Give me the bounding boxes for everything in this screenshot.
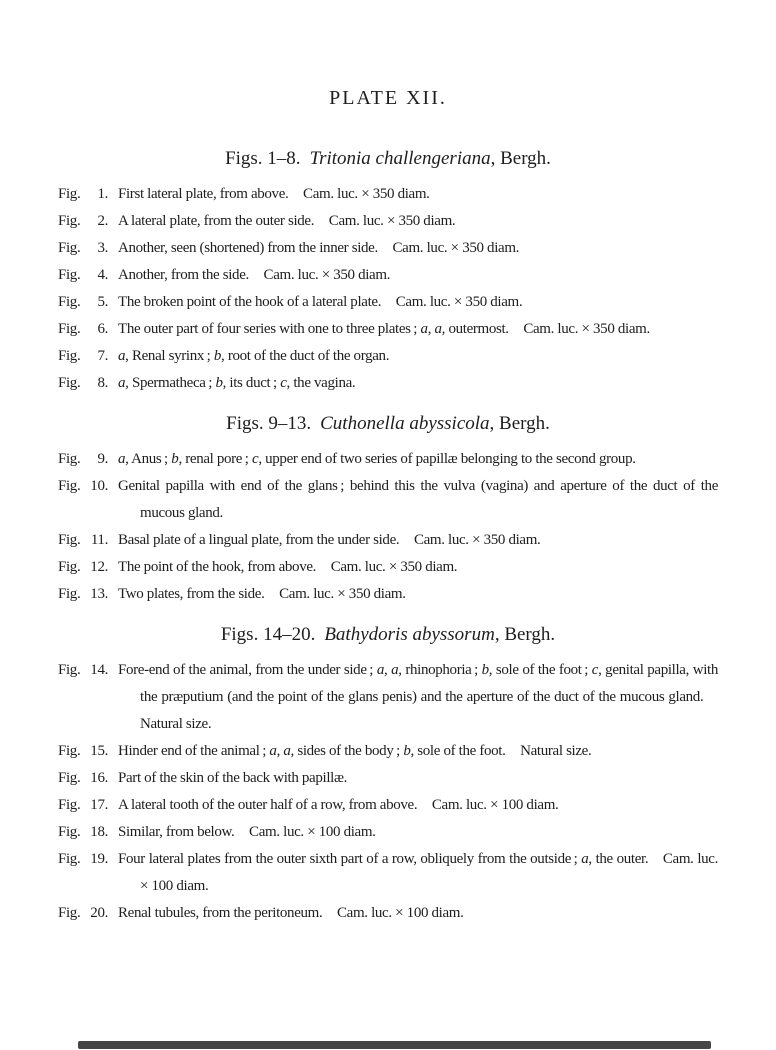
- italic-term: a: [376, 662, 384, 678]
- text-run: Two plates, from the side. Cam. luc. × 350 diam.: [118, 586, 406, 602]
- figure-description: [118, 846, 718, 900]
- text-run: Fore-end of the animal, from the under side ;: [118, 662, 377, 678]
- figure-description: [118, 900, 718, 927]
- figure-entry: [58, 473, 718, 527]
- figure-description: [118, 235, 718, 262]
- text-run: , its duct ;: [222, 375, 281, 391]
- text-run: Renal tubules, from the peritoneum. Cam. luc. × 100 diam.: [118, 905, 464, 921]
- figure-entry: [58, 581, 718, 608]
- figure-number: 20.: [90, 905, 108, 921]
- text-run: , root of the duct of the organ.: [221, 348, 390, 364]
- section-species-name: Cuthonella abyssicola: [320, 413, 490, 434]
- text-run: A lateral plate, from the outer side. Cam. luc. × 350 diam.: [118, 213, 456, 229]
- figure-label: Fig.: [58, 375, 81, 391]
- figure-number: 10.: [90, 478, 108, 494]
- figure-label: Fig.: [58, 478, 81, 494]
- text-run: , Anus ;: [125, 451, 172, 467]
- figure-label: Fig.: [58, 586, 81, 602]
- plate-title: PLATE XII.: [329, 87, 447, 109]
- text-run: , renal pore ;: [178, 451, 252, 467]
- text-run: The point of the hook, from above. Cam. luc. × 350 diam.: [118, 559, 458, 575]
- figure-section: [58, 411, 718, 608]
- italic-term: a: [434, 321, 442, 337]
- text-run: The broken point of the hook of a lateral plate. Cam. luc. × 350 diam.: [118, 294, 523, 310]
- italic-term: b: [171, 451, 179, 467]
- section-heading: [58, 146, 718, 172]
- text-run: Hinder end of the animal ;: [118, 743, 270, 759]
- figure-entry: [58, 554, 718, 581]
- italic-term: c: [280, 375, 287, 391]
- figure-entry: [58, 289, 718, 316]
- figure-label: Fig.: [58, 451, 81, 467]
- italic-term: a: [391, 662, 399, 678]
- figure-label: Fig.: [58, 905, 81, 921]
- figure-number: 7.: [97, 348, 108, 364]
- italic-term: c: [591, 662, 599, 678]
- figure-entry: [58, 819, 718, 846]
- italic-term: b: [403, 743, 411, 759]
- figure-description: [118, 792, 718, 819]
- figure-description: [118, 554, 718, 581]
- figure-description: [118, 181, 718, 208]
- figure-label: Fig.: [58, 348, 81, 364]
- figure-label: Fig.: [58, 743, 81, 759]
- figure-description: [118, 289, 718, 316]
- section-species-name: Bathydoris abyssorum: [324, 624, 495, 645]
- figure-entry: [58, 370, 718, 397]
- figure-entry: [58, 900, 718, 927]
- figure-number: 4.: [97, 267, 108, 283]
- figure-label: Fig.: [58, 240, 81, 256]
- italic-term: a: [420, 321, 428, 337]
- figure-number: 19.: [90, 851, 108, 867]
- figure-number: 8.: [97, 375, 108, 391]
- italic-term: a: [118, 348, 126, 364]
- figure-entry: [58, 316, 718, 343]
- italic-term: a: [118, 451, 126, 467]
- section-author: , Bergh.: [490, 148, 551, 169]
- text-run: First lateral plate, from above. Cam. luc. × 350 diam.: [118, 186, 430, 202]
- figure-number: 5.: [97, 294, 108, 310]
- figure-label: Fig.: [58, 851, 81, 867]
- figure-entry: [58, 446, 718, 473]
- figure-number: 11.: [90, 532, 108, 548]
- figure-description: [118, 473, 718, 527]
- section-entries: [58, 181, 718, 397]
- figure-label: Fig.: [58, 797, 81, 813]
- figure-label: Fig.: [58, 321, 81, 337]
- text-run: Genital papilla with end of the glans ; behind this the vulva (vagina) and aperture of the duct of the mucous gland.: [118, 478, 718, 521]
- section-figs-range: Figs. 1–8.: [225, 148, 301, 169]
- figure-number: 16.: [90, 770, 108, 786]
- figure-entry: [58, 181, 718, 208]
- figure-label: Fig.: [58, 662, 81, 678]
- text-run: , the outer. Cam. luc. × 100 diam.: [140, 851, 718, 894]
- figure-number: 15.: [90, 743, 108, 759]
- section-heading: [58, 411, 718, 437]
- figure-number: 18.: [90, 824, 108, 840]
- figure-number: 14.: [90, 662, 108, 678]
- italic-term: a: [118, 375, 126, 391]
- figure-number: 2.: [97, 213, 108, 229]
- figure-description: [118, 370, 718, 397]
- text-run: , sole of the foot ;: [488, 662, 592, 678]
- text-run: Basal plate of a lingual plate, from the under side. Cam. luc. × 350 diam.: [118, 532, 541, 548]
- figure-description: [118, 343, 718, 370]
- text-run: , sole of the foot. Natural size.: [410, 743, 592, 759]
- text-run: , the vagina.: [286, 375, 356, 391]
- text-run: , upper end of two series of papillæ belonging to the second group.: [258, 451, 636, 467]
- figure-label: Fig.: [58, 186, 81, 202]
- text-run: ,: [276, 743, 284, 759]
- italic-term: a: [581, 851, 589, 867]
- text-run: , Spermatheca ;: [125, 375, 216, 391]
- section-author: , Bergh.: [489, 413, 550, 434]
- section-entries: [58, 657, 718, 927]
- figure-number: 3.: [97, 240, 108, 256]
- figure-description: [118, 446, 718, 473]
- figure-entry: [58, 846, 718, 900]
- figure-label: Fig.: [58, 532, 81, 548]
- text-run: , Renal syrinx ;: [125, 348, 214, 364]
- text-run: Similar, from below. Cam. luc. × 100 diam.: [118, 824, 376, 840]
- text-run: Another, seen (shortened) from the inner side. Cam. luc. × 350 diam.: [118, 240, 520, 256]
- figure-description: [118, 765, 718, 792]
- figure-entry: [58, 738, 718, 765]
- section-species-name: Tritonia challengeriana: [309, 148, 491, 169]
- figure-entry: [58, 527, 718, 554]
- text-run: Four lateral plates from the outer sixth part of a row, obliquely from the outside ;: [118, 851, 582, 867]
- figure-description: [118, 819, 718, 846]
- figure-number: 6.: [97, 321, 108, 337]
- figure-description: [118, 581, 718, 608]
- section-figs-range: Figs. 14–20.: [220, 624, 316, 645]
- text-run: The outer part of four series with one to three plates ;: [118, 321, 421, 337]
- section-figs-range: Figs. 9–13.: [226, 413, 312, 434]
- figure-description: [118, 657, 718, 738]
- text-run: Another, from the side. Cam. luc. × 350 diam.: [118, 267, 391, 283]
- figure-label: Fig.: [58, 770, 81, 786]
- text-run: , sides of the body ;: [290, 743, 404, 759]
- figure-entry: [58, 657, 718, 738]
- figure-description: [118, 316, 718, 343]
- figure-entry: [58, 262, 718, 289]
- figure-label: Fig.: [58, 824, 81, 840]
- italic-term: b: [213, 348, 222, 364]
- text-run: , outermost. Cam. luc. × 350 diam.: [441, 321, 650, 337]
- figure-entry: [58, 208, 718, 235]
- figure-label: Fig.: [58, 267, 81, 283]
- figure-entry: [58, 343, 718, 370]
- italic-term: a: [269, 743, 277, 759]
- figure-description: [118, 738, 718, 765]
- figure-label: Fig.: [58, 213, 81, 229]
- figure-label: Fig.: [58, 294, 81, 310]
- figure-entry: [58, 765, 718, 792]
- text-run: ,: [383, 662, 392, 678]
- figure-number: 1.: [97, 186, 108, 202]
- text-run: , genital papilla, with the præputium (and the point of the glans penis) and the aperture of the duct of the mucous gland. Natural size.: [140, 662, 718, 732]
- figure-description: [118, 527, 718, 554]
- section-heading: [58, 622, 718, 648]
- sections: [58, 146, 718, 927]
- figure-entry: [58, 235, 718, 262]
- figure-description: [118, 208, 718, 235]
- italic-term: a: [283, 743, 291, 759]
- scan-edge-artifact: [78, 1041, 711, 1049]
- figure-number: 13.: [90, 586, 108, 602]
- italic-term: b: [481, 662, 489, 678]
- figure-section: [58, 622, 718, 927]
- figure-description: [118, 262, 718, 289]
- italic-term: b: [215, 375, 223, 391]
- text-run: , rhinophoria ;: [398, 662, 482, 678]
- italic-term: c: [252, 451, 259, 467]
- figure-section: [58, 146, 718, 397]
- text-run: ,: [427, 321, 435, 337]
- section-author: , Bergh.: [494, 624, 556, 645]
- text-run: A lateral tooth of the outer half of a row, from above. Cam. luc. × 100 diam.: [118, 797, 559, 813]
- figure-number: 17.: [90, 797, 108, 813]
- figure-number: 9.: [97, 451, 108, 467]
- figure-entry: [58, 792, 718, 819]
- figure-label: Fig.: [58, 559, 81, 575]
- text-run: Part of the skin of the back with papillæ.: [118, 770, 348, 786]
- figure-number: 12.: [90, 559, 108, 575]
- section-entries: [58, 446, 718, 608]
